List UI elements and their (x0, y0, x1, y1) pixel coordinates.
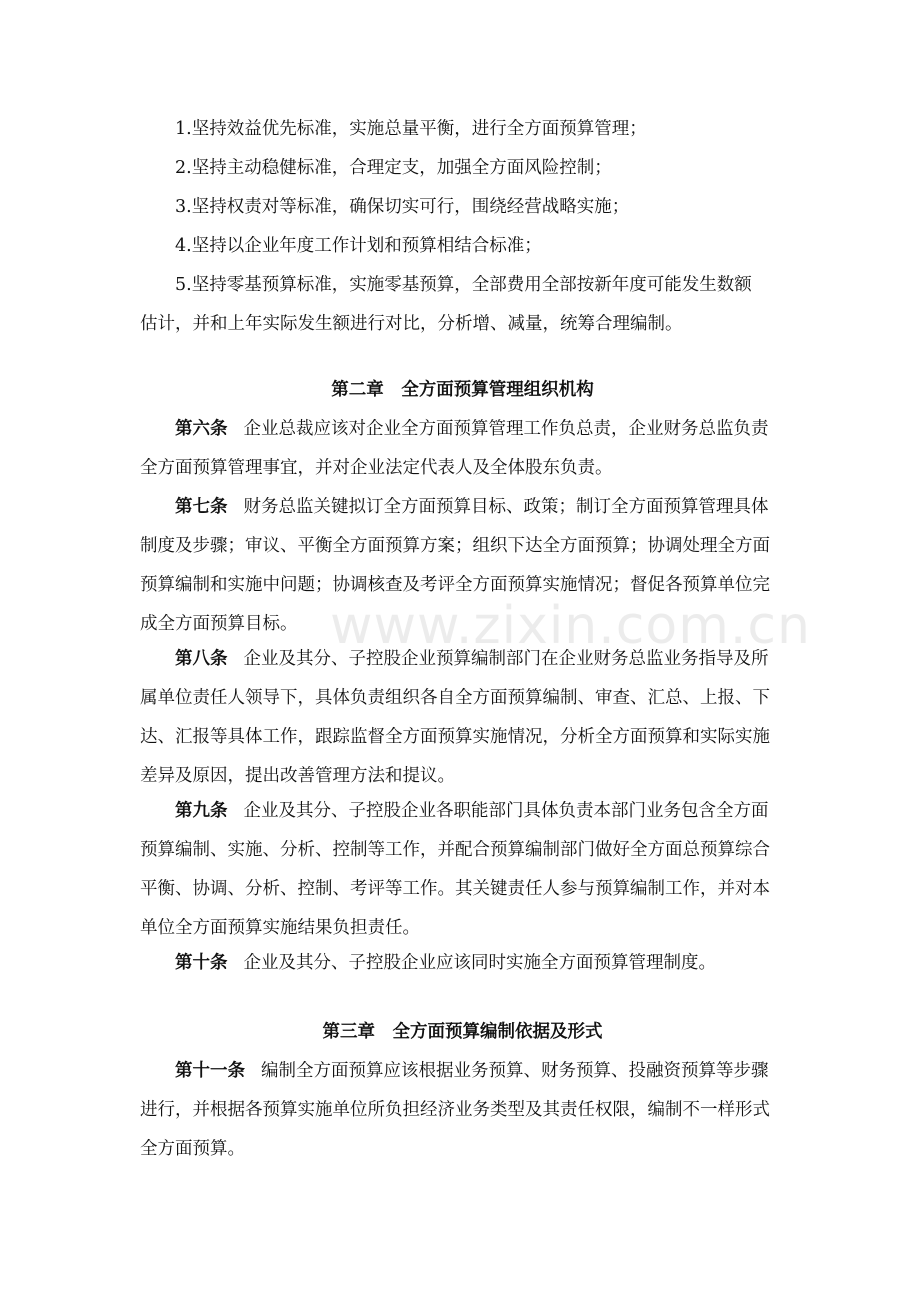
article-7 (140, 488, 785, 644)
article-label: 第十一条 (175, 1061, 245, 1081)
article-text: 全方面预算管理事宜，并对企业法定代表人及全体股东负责。 (140, 458, 613, 478)
principle-item-2 (140, 149, 785, 188)
principle-line: 2.坚持主动稳健标准，合理定支，加强全方面风险控制； (175, 158, 612, 178)
article-11 (140, 1052, 785, 1169)
principle-line: 4.坚持以企业年度工作计划和预算相结合标准； (175, 236, 542, 256)
article-text: 企业及其分、子控股企业各职能部门具体负责本部门业务包含全方面 (243, 801, 769, 821)
article-6 (140, 410, 785, 488)
article-label: 第六条 (175, 419, 228, 439)
article-label: 第九条 (175, 801, 228, 821)
article-9 (140, 792, 785, 948)
article-text: 成全方面预算目标。 (140, 614, 298, 634)
article-label: 第八条 (175, 649, 228, 669)
principle-line: 1.坚持效益优先标准，实施总量平衡，进行全方面预算管理； (175, 119, 647, 139)
article-text: 属单位责任人领导下，具体负责组织各自全方面预算编制、审查、汇总、上报、下 (140, 688, 770, 708)
article-text: 企业及其分、子控股企业预算编制部门在企业财务总监业务指导及所 (243, 649, 769, 669)
article-text: 预算编制、实施、分析、控制等工作，并配合预算编制部门做好全方面总预算综合 (140, 840, 770, 860)
article-text: 单位全方面预算实施结果负担责任。 (140, 918, 420, 938)
article-text: 全方面预算。 (140, 1139, 245, 1159)
article-text: 编制全方面预算应该根据业务预算、财务预算、投融资预算等步骤 (261, 1061, 769, 1081)
article-text: 预算编制和实施中问题；协调核查及考评全方面预算实施情况；督促各预算单位完 (140, 575, 770, 595)
principle-item-5 (140, 266, 785, 344)
article-text: 企业总裁应该对企业全方面预算管理工作负总责，企业财务总监负责 (243, 419, 769, 439)
principle-item-4 (140, 227, 785, 266)
principle-line: 5.坚持零基预算标准，实施零基预算，全部费用全部按新年度可能发生数额 (175, 275, 752, 295)
article-10 (140, 944, 785, 983)
watermark: www.zixin.com.cn (330, 596, 811, 656)
article-text: 平衡、协调、分析、控制、考评等工作。其关键责任人参与预算编制工作，并对本 (140, 879, 770, 899)
chapter-title: 第二章 全方面预算管理组织机构 (331, 380, 594, 400)
principle-item-3 (140, 188, 785, 227)
chapter-title: 第三章 全方面预算编制依据及形式 (322, 1022, 603, 1042)
article-text: 差异及原因，提出改善管理方法和提议。 (140, 766, 455, 786)
article-text: 达、汇报等具体工作，跟踪监督全方面预算实施情况，分析全方面预算和实际实施 (140, 727, 770, 747)
principle-line: 估计，并和上年实际发生额进行对比，分析增、减量，统筹合理编制。 (140, 314, 683, 334)
article-text: 进行，并根据各预算实施单位所负担经济业务类型及其责任权限，编制不一样形式 (140, 1100, 770, 1120)
principle-line: 3.坚持权责对等标准，确保切实可行，围绕经营战略实施； (175, 197, 630, 217)
article-text: 制度及步骤；审议、平衡全方面预算方案；组织下达全方面预算；协调处理全方面 (140, 536, 770, 556)
article-label: 第七条 (175, 497, 228, 517)
article-text: 企业及其分、子控股企业应该同时实施全方面预算管理制度。 (243, 953, 716, 973)
article-8 (140, 640, 785, 796)
article-text: 财务总监关键拟订全方面预算目标、政策；制订全方面预算管理具体 (243, 497, 769, 517)
principle-item-1 (140, 110, 785, 149)
article-label: 第十条 (175, 953, 228, 973)
